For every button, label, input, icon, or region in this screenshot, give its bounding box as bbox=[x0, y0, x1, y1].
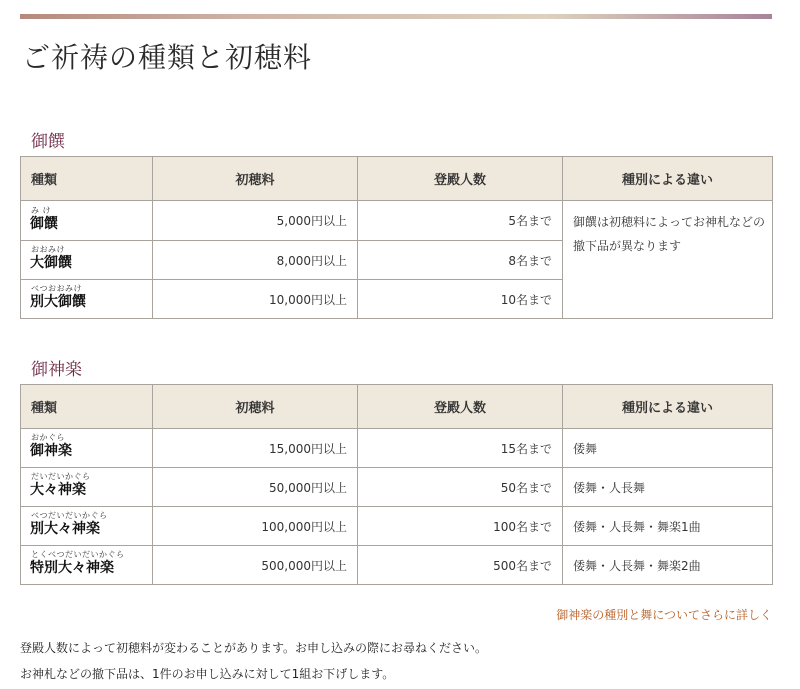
fee-cell: 100,000円以上 bbox=[153, 507, 358, 546]
furigana: べつだいだいかぐら bbox=[31, 511, 108, 520]
count-cell: 8名まで bbox=[358, 241, 563, 280]
section-title-okagura: 御神楽 bbox=[31, 360, 82, 380]
type-cell bbox=[21, 280, 153, 319]
section-title-mike: 御饌 bbox=[31, 132, 65, 152]
table-row bbox=[21, 201, 773, 241]
type-cell bbox=[21, 241, 153, 280]
type-cell bbox=[21, 546, 153, 585]
type-name: 別大々神楽 bbox=[30, 521, 100, 537]
type-cell bbox=[21, 468, 153, 507]
header-count: 登殿人数 bbox=[358, 385, 563, 429]
furigana: み け bbox=[31, 205, 52, 215]
furigana: だいだいかぐら bbox=[31, 472, 91, 481]
header-type: 種類 bbox=[21, 157, 153, 201]
table-header-row bbox=[21, 157, 773, 201]
header-type: 種類 bbox=[21, 385, 153, 429]
type-name: 特別大々神楽 bbox=[30, 560, 114, 576]
difference-cell: 倭舞・人長舞・舞楽1曲 bbox=[563, 507, 773, 546]
count-cell: 500名まで bbox=[358, 546, 563, 585]
difference-cell: 倭舞・人長舞 bbox=[563, 468, 773, 507]
header-count: 登殿人数 bbox=[358, 157, 563, 201]
type-name: 御饌 bbox=[30, 215, 58, 232]
difference-cell: 倭舞 bbox=[563, 429, 773, 468]
furigana: おおみけ bbox=[31, 245, 65, 254]
note-offerings: お神札などの撤下品は、1件のお申し込みに対して1組お下げします。 bbox=[20, 667, 395, 681]
type-name: 大々神楽 bbox=[30, 482, 86, 498]
table-row bbox=[21, 507, 773, 546]
table-row bbox=[21, 546, 773, 585]
page-title: ご祈祷の種類と初穂料 bbox=[22, 41, 313, 74]
type-cell bbox=[21, 507, 153, 546]
fee-cell: 15,000円以上 bbox=[153, 429, 358, 468]
okagura-table bbox=[20, 384, 773, 585]
top-decorative-bar bbox=[20, 14, 772, 19]
header-fee: 初穂料 bbox=[153, 385, 358, 429]
furigana: おかぐら bbox=[31, 433, 65, 442]
furigana: とくべつだいだいかぐら bbox=[31, 550, 125, 559]
fee-cell: 8,000円以上 bbox=[153, 241, 358, 280]
header-difference: 種別による違い bbox=[563, 385, 773, 429]
table-header-row bbox=[21, 385, 773, 429]
count-cell: 15名まで bbox=[358, 429, 563, 468]
table-row bbox=[21, 468, 773, 507]
type-name: 大御饌 bbox=[30, 255, 72, 271]
header-difference: 種別による違い bbox=[563, 157, 773, 201]
type-cell bbox=[21, 429, 153, 468]
note-attendance: 登殿人数によって初穂料が変わることがあります。お申し込みの際にお尋ねください。 bbox=[20, 641, 488, 655]
difference-cell: 倭舞・人長舞・舞楽2曲 bbox=[563, 546, 773, 585]
count-cell: 100名まで bbox=[358, 507, 563, 546]
count-cell: 10名まで bbox=[358, 280, 563, 319]
difference-cell: 御饌は初穂料によってお神札などの撤下品が異なります bbox=[563, 201, 773, 319]
header-fee: 初穂料 bbox=[153, 157, 358, 201]
fee-cell: 5,000円以上 bbox=[153, 201, 358, 241]
okagura-details-link[interactable]: 御神楽の種別と舞についてさらに詳しく bbox=[556, 608, 772, 622]
type-name: 別大御饌 bbox=[30, 294, 86, 310]
count-cell: 50名まで bbox=[358, 468, 563, 507]
furigana: べつおおみけ bbox=[31, 284, 82, 293]
fee-cell: 500,000円以上 bbox=[153, 546, 358, 585]
count-cell: 5名まで bbox=[358, 201, 563, 241]
table-row bbox=[21, 429, 773, 468]
fee-cell: 50,000円以上 bbox=[153, 468, 358, 507]
fee-cell: 10,000円以上 bbox=[153, 280, 358, 319]
type-cell bbox=[21, 201, 153, 241]
mike-table bbox=[20, 156, 773, 319]
type-name: 御神楽 bbox=[30, 443, 72, 459]
